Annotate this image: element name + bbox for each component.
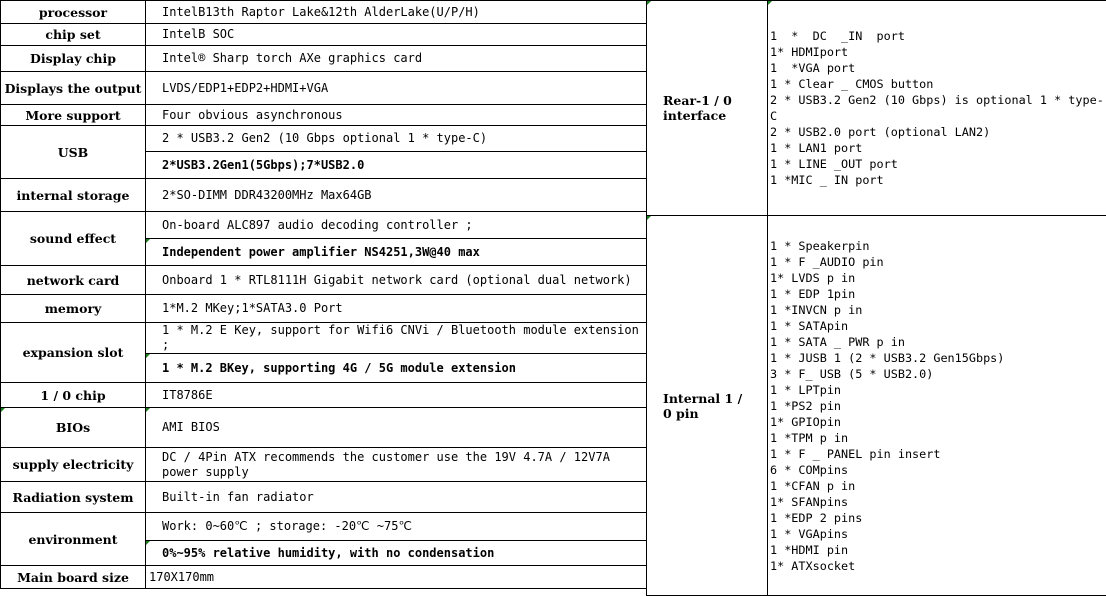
table-row (1, 126, 647, 152)
io-list-item: 1 * SATA _ PWR p in (770, 334, 1104, 350)
rear-io-label-text: Rear-1 / 0 interface (663, 93, 732, 123)
board-size-value: 170X170mm (146, 566, 647, 589)
table-row (1, 323, 647, 354)
io-list-item: 1 * Clear _ CMOS button (770, 76, 1104, 92)
io-list-item: 1 *MIC _ IN port (770, 172, 1104, 188)
sound-effect-value-1: On-board ALC897 audio decoding controller ; (146, 212, 647, 239)
table-row (1, 513, 647, 541)
io-list-item: 2 * USB3.2 Gen2 (10 Gbps) is optional 1 * type-C (770, 92, 1104, 124)
board-size-label: Main board size (1, 566, 146, 589)
usb-value-2 (146, 152, 647, 179)
io-list-item: 1 * SATApin (770, 318, 1104, 334)
internal-io-items (770, 238, 1104, 574)
table-row (647, 216, 1106, 596)
cell-marker (146, 541, 150, 545)
table-row (1, 266, 647, 295)
memory-value: 1*M.2 MKey;1*SATA3.0 Port (146, 295, 647, 323)
usb-value-2-text: 2*USB3.2Gen1(5Gbps);7*USB2.0 (162, 158, 364, 172)
io-list-item: 1 *VGA port (770, 60, 1104, 76)
more-support-value: Four obvious asynchronous (146, 105, 647, 126)
cell-marker (768, 1, 772, 5)
processor-label: processor (1, 1, 146, 24)
table-row (1, 448, 647, 482)
io-list-item: 1 *CFAN p in (770, 478, 1104, 494)
display-output-value: LVDS/EDP1+EDP2+HDMI+VGA (146, 72, 647, 105)
display-chip-label: Display chip (1, 46, 146, 72)
rear-io-list (768, 1, 1106, 216)
cell-marker (146, 354, 150, 358)
io-list-item: 1 * LPTpin (770, 382, 1104, 398)
io-list-item: 1 * JUSB 1 (2 * USB3.2 Gen15Gbps) (770, 350, 1104, 366)
internal-io-label-text: Internal 1 / 0 pin (663, 391, 742, 421)
network-card-label: network card (1, 266, 146, 295)
io-list-item: 2 * USB2.0 port (optional LAN2) (770, 124, 1104, 140)
cell-marker (146, 408, 150, 412)
bios-label-text: BIOs (56, 420, 90, 435)
io-list-item: 1 *EDP 2 pins (770, 510, 1104, 526)
io-list-item: 1 *TPM p in (770, 430, 1104, 446)
table-row (1, 46, 647, 72)
table-row (1, 383, 647, 408)
usb-label: USB (1, 126, 146, 179)
internal-storage-value: 2*SO-DIMM DDR43200MHz Max64GB (146, 179, 647, 212)
io-list-item: 1 * LAN1 port (770, 140, 1104, 156)
cell-marker (1, 408, 5, 412)
bios-value (146, 408, 647, 448)
supply-label: supply electricity (1, 448, 146, 482)
io-list-item: 1* GPIOpin (770, 414, 1104, 430)
chipset-value: IntelB SOC (146, 24, 647, 46)
sound-effect-label: sound effect (1, 212, 146, 266)
sound-effect-value-2 (146, 239, 647, 266)
bios-label (1, 408, 146, 448)
io-table (646, 0, 1106, 596)
environment-value-1: Work: 0~60℃ ; storage: -20℃ ~75℃ (146, 513, 647, 541)
usb-value-1: 2 * USB3.2 Gen2 (10 Gbps optional 1 * type-C) (146, 126, 647, 152)
environment-value-2-text: 0%~95% relative humidity, with no condensation (162, 546, 494, 560)
io-list-item: 1 *INVCN p in (770, 302, 1104, 318)
internal-io-list (768, 216, 1106, 596)
io-list-item: 1 * Speakerpin (770, 238, 1104, 254)
io-list-item: 1 *HDMI pin (770, 542, 1104, 558)
io-list-item: 1 * VGApins (770, 526, 1104, 542)
io-list-item: 1 * EDP 1pin (770, 286, 1104, 302)
memory-label: memory (1, 295, 146, 323)
io-list-item: 1* HDMIport (770, 44, 1104, 60)
io-list-item: 1 * LINE _OUT port (770, 156, 1104, 172)
table-row (1, 105, 647, 126)
io-list-item: 1 *PS2 pin (770, 398, 1104, 414)
environment-label: environment (1, 513, 146, 566)
io-list-item: 1* SFANpins (770, 494, 1104, 510)
io-list-item: 1* LVDS p in (770, 270, 1104, 286)
expansion-slot-value-2 (146, 354, 647, 383)
rear-io-items (770, 28, 1104, 188)
radiation-value: Built-in fan radiator (146, 482, 647, 513)
io-list-item: 3 * F_ USB (5 * USB2.0) (770, 366, 1104, 382)
network-card-value: Onboard 1 * RTL8111H Gigabit network card (optional dual network) (146, 266, 647, 295)
rear-io-label (647, 1, 768, 216)
display-chip-value: Intel® Sharp torch AXe graphics card (146, 46, 647, 72)
cell-marker (146, 239, 150, 243)
cell-marker (647, 216, 651, 220)
io-list-item: 1 * F _AUDIO pin (770, 254, 1104, 270)
display-output-label: Displays the output (1, 72, 146, 105)
io-chip-value: IT8786E (146, 383, 647, 408)
table-row (1, 24, 647, 46)
expansion-slot-value-2-text: 1 * M.2 BKey, supporting 4G / 5G module extension (162, 361, 516, 375)
internal-io-label (647, 216, 768, 596)
io-chip-label: 1 / 0 chip (1, 383, 146, 408)
cell-marker (647, 1, 651, 5)
table-row (647, 1, 1106, 216)
table-row (1, 408, 647, 448)
table-row (1, 566, 647, 589)
processor-value: IntelB13th Raptor Lake&12th AlderLake(U/P/H) (146, 1, 647, 24)
io-list-item: 6 * COMpins (770, 462, 1104, 478)
radiation-label: Radiation system (1, 482, 146, 513)
table-row (1, 179, 647, 212)
table-row (1, 212, 647, 239)
table-row (1, 1, 647, 24)
table-row (1, 72, 647, 105)
sound-effect-value-2-text: Independent power amplifier NS4251,3W@40 max (162, 245, 480, 259)
table-row (1, 482, 647, 513)
expansion-slot-label: expansion slot (1, 323, 146, 383)
io-list-item: 1* ATXsocket (770, 558, 1104, 574)
chipset-label: chip set (1, 24, 146, 46)
table-row (1, 295, 647, 323)
environment-value-2 (146, 541, 647, 566)
supply-value: DC / 4Pin ATX recommends the customer use the 19V 4.7A / 12V7A power supply (146, 448, 647, 482)
more-support-label: More support (1, 105, 146, 126)
bios-value-text: AMI BIOS (162, 420, 220, 434)
internal-storage-label: internal storage (1, 179, 146, 212)
expansion-slot-value-1: 1 * M.2 E Key, support for Wifi6 CNVi / Bluetooth module extension ; (146, 323, 647, 354)
io-list-item: 1 * DC _IN port (770, 28, 1104, 44)
io-list-item: 1 * F _ PANEL pin insert (770, 446, 1104, 462)
